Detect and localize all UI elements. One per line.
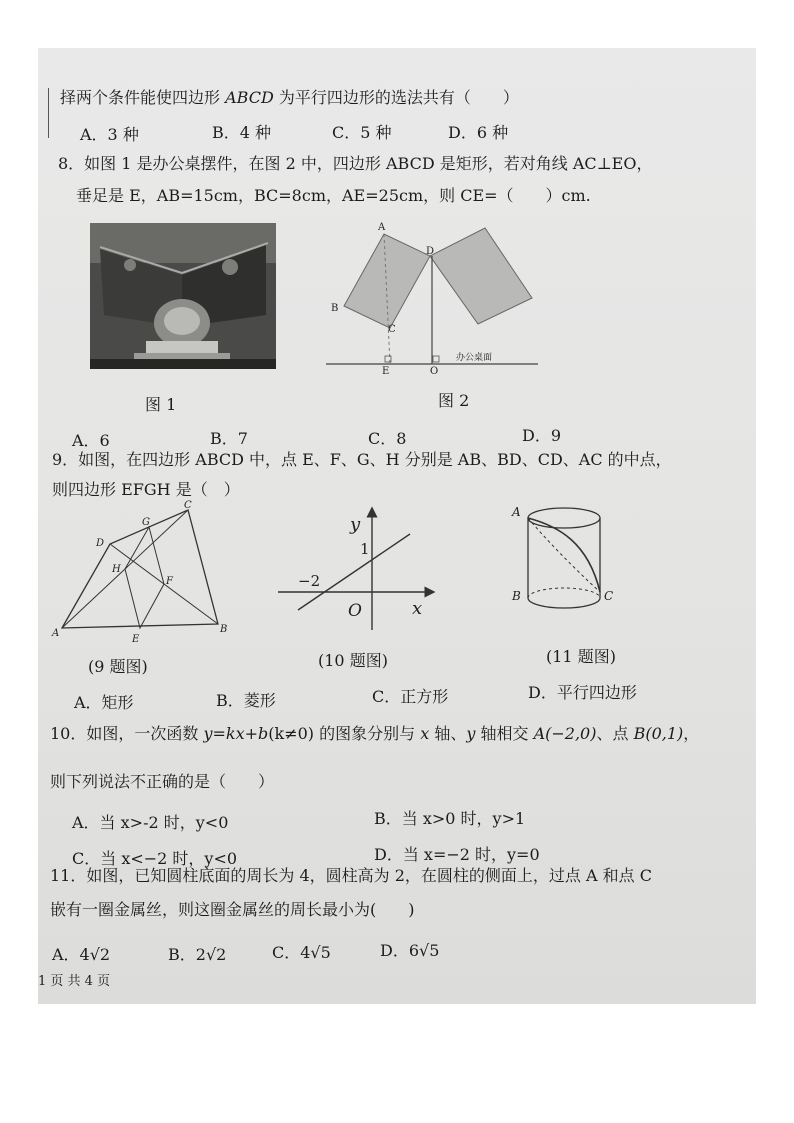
fig11-caption: (11 题图): [546, 647, 616, 666]
fig9-label-f: F: [166, 576, 173, 587]
q11-option-b[interactable]: B．2√2: [168, 945, 227, 964]
fig2-label-o: O: [430, 366, 439, 376]
q10-option-c[interactable]: C．当 x<−2 时，y<0: [72, 849, 238, 868]
q9-stem-line1: 9．如图，在四边形 ABCD 中，点 E、F、G、H 分别是 AB、BD、CD、AC 的中点，: [52, 450, 672, 469]
fig11-label-b: B: [512, 589, 521, 603]
fig9-caption: (9 题图): [88, 657, 148, 676]
fig11-bottom-front: [528, 598, 600, 608]
q11-stem-line2: 嵌有一圈金属丝，则这圈金属丝的周长最小为( ): [50, 900, 415, 919]
fig2-label-e: E: [382, 366, 390, 376]
q7-option-a[interactable]: A．3 种: [80, 125, 139, 144]
fig2-label-d: D: [426, 246, 435, 257]
fig9-label-b: B: [220, 624, 228, 635]
q8-stem-line1: 8．如图 1 是办公桌摆件，在图 2 中，四边形 ABCD 是矩形，若对角线 AC⊥EO，: [58, 154, 653, 173]
q9-option-a[interactable]: A．矩形: [74, 693, 134, 712]
q10-condition: (k≠0): [268, 724, 315, 743]
fig10-label-x: x: [412, 598, 423, 619]
q8-stem-line2: 垂足是 E，AB=15cm，BC=8cm，AE=25cm，则 CE=（ ）cm.: [76, 186, 591, 205]
page-footer: 1 页 共 4 页: [38, 974, 111, 989]
fig2-caption: 图 2: [438, 391, 470, 410]
fig11-wire-back: [528, 518, 600, 592]
q11-stem-line1: 11．如图，已知圆柱底面的周长为 4，圆柱高为 2，在圆柱的侧面上，过点 A 和点 C: [50, 866, 652, 885]
fig2-label-b: B: [331, 303, 339, 314]
fig2-label-c: C: [388, 324, 396, 335]
fig2-label-a: A: [378, 222, 386, 233]
q9-option-c[interactable]: C．正方形: [372, 687, 449, 706]
fig11-label-a: A: [512, 505, 521, 519]
q7-stem-a: 择两个条件能使四边形: [60, 88, 226, 107]
q9-option-d[interactable]: D．平行四边形: [528, 683, 637, 702]
q10-stem-line1: 10．如图，一次函数 y=kx+b(k≠0) 的图象分别与 x 轴、y 轴相交 A(−2,0)、点 B(0,1)，: [50, 724, 700, 743]
fig2-rect-left: [344, 234, 430, 328]
q10-option-d[interactable]: D．当 x=−2 时，y=0: [374, 845, 540, 864]
fig11-label-c: C: [604, 589, 614, 603]
fig9-label-g: G: [142, 517, 150, 528]
q7-option-b[interactable]: B．4 种: [212, 123, 272, 142]
q11-option-c[interactable]: C．4√5: [272, 943, 331, 962]
exam-paper: [38, 48, 756, 1004]
q8-option-d[interactable]: D．9: [522, 426, 562, 445]
fig9-quadrilateral: [50, 500, 250, 646]
fig11-wire-front: [528, 518, 600, 592]
q10-function: y=kx+b: [203, 724, 269, 743]
fig9-label-e: E: [132, 634, 140, 645]
fig9-label-h: H: [112, 564, 121, 575]
q9-stem-line2: 则四边形 EFGH 是（ ）: [52, 480, 240, 499]
q7-stem: [60, 88, 519, 108]
desk-ornament-photo: [90, 223, 276, 369]
fig11-top-ellipse: [528, 508, 600, 528]
q10-point-b: B(0,1): [633, 724, 684, 743]
fig10-label-neg2: −2: [298, 572, 321, 590]
fig9-efgh: [125, 527, 164, 628]
q8-option-b[interactable]: B．7: [210, 429, 248, 448]
q10-point-a: A(−2,0): [533, 724, 597, 743]
q10-stem-line2: 则下列说法不正确的是（ ）: [50, 772, 275, 791]
fig9-label-a: A: [52, 628, 60, 639]
fig10-label-origin: O: [348, 601, 362, 621]
q7-stem-var: ABCD: [225, 88, 274, 107]
fig9-label-c: C: [184, 500, 192, 511]
q10-option-b[interactable]: B．当 x>0 时，y>1: [374, 809, 526, 828]
q9-option-b[interactable]: B．菱形: [216, 691, 276, 710]
fig10-linear-graph: [274, 506, 444, 636]
fig10-caption: (10 题图): [318, 651, 388, 670]
fig11-cylinder: [508, 502, 618, 622]
q7-stem-b: 为平行四边形的选法共有（ ）: [273, 88, 519, 107]
q7-option-c[interactable]: C．5 种: [332, 123, 392, 142]
fig9-label-d: D: [96, 538, 105, 549]
q11-option-d[interactable]: D．6√5: [380, 941, 440, 960]
fig1-caption: 图 1: [145, 395, 177, 414]
margin-line: [48, 88, 49, 138]
fig2-label-desk: 办公桌面: [456, 353, 493, 363]
fig2-rect-right: [430, 228, 532, 324]
q7-option-d[interactable]: D．6 种: [448, 123, 509, 142]
fig11-bottom-back: [528, 588, 600, 598]
fig10-label-one: 1: [360, 540, 370, 558]
fig10-label-y: y: [350, 514, 361, 535]
q11-option-a[interactable]: A．4√2: [52, 945, 111, 964]
desk-ornament-illustration: [90, 223, 276, 369]
fig2-rectangles-diagram: [326, 216, 542, 376]
q8-option-c[interactable]: C．8: [368, 429, 407, 448]
fig9-outline: [62, 510, 218, 628]
q8-option-a[interactable]: A．6: [72, 431, 110, 450]
q10-option-a[interactable]: A．当 x>-2 时，y<0: [72, 813, 229, 832]
